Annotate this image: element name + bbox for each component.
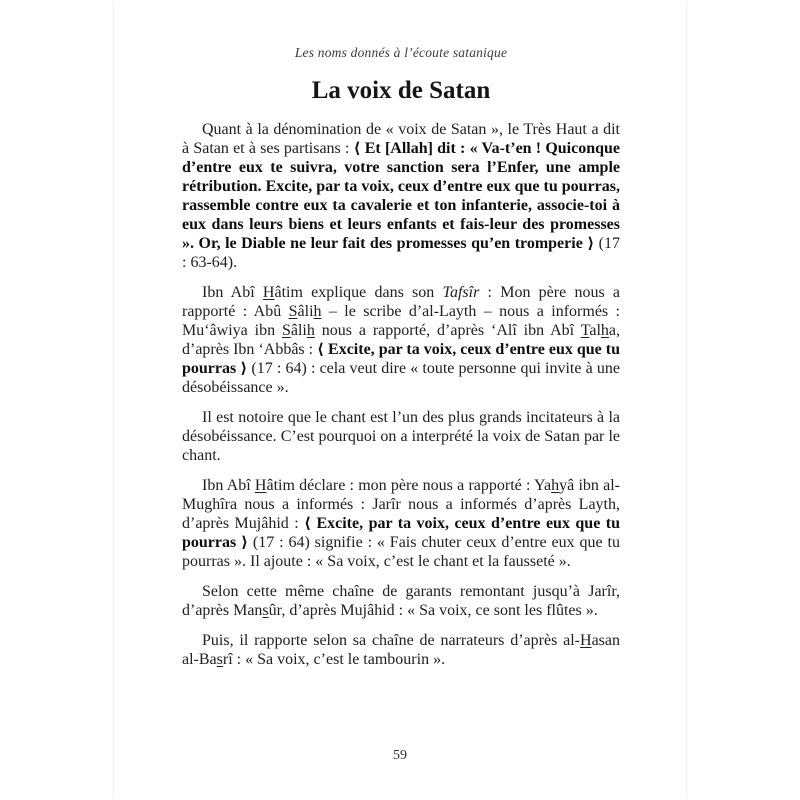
quran-bracket: ⟨	[304, 514, 311, 532]
text-segment: Puis, il rapporte selon sa chaîne de narrateurs d’après al-	[202, 632, 580, 649]
text-segment: Selon cette même chaîne de garants remontant jusqu’à Jarîr, d’après Man	[182, 583, 620, 619]
text-segment: s	[262, 602, 269, 619]
quran-bracket: ⟩	[587, 234, 595, 252]
text-segment: (17 : 63-64).	[182, 235, 620, 271]
text-segment: h	[551, 477, 560, 494]
text-segment: al	[589, 322, 601, 339]
book-page	[114, 0, 686, 800]
text-segment: S	[288, 303, 298, 320]
text-segment: H	[580, 632, 592, 649]
paragraph	[182, 476, 620, 571]
quran-bracket: ⟨	[353, 139, 361, 157]
running-header: Les noms donnés à l’écoute satanique	[294, 45, 508, 60]
text-segment: Tafsîr	[442, 284, 480, 301]
text-segment: – le scribe d’al-Layth – nous a informés : Mu‘âwiya ibn	[182, 303, 620, 339]
text-segment: rî : « Sa voix, c’est le tambourin ».	[222, 651, 446, 668]
paragraph	[182, 408, 620, 465]
body-text	[182, 120, 620, 669]
paragraph	[182, 283, 620, 397]
text-segment: Ibn Abî	[202, 477, 255, 494]
text-segment: ûr, d’après Mujâhid : « Sa voix, ce sont les flûtes ».	[268, 602, 598, 619]
quran-bracket: ⟨	[317, 340, 325, 358]
text-segment: a, d’après Ibn ‘Abbâs :	[182, 322, 621, 358]
text-segment: Il est notoire que le chant est l’un des plus grands incitateurs à la désobéissance. C’est pourquoi on a interprété la voix de Satan par le chant.	[182, 409, 620, 464]
text-segment: yâ ibn al-Mughîra nous a informés : Jarîr nous a informés d’après Layth, d’après Mujâhid :	[182, 477, 621, 532]
text-segment: : Mon père nous a rapporté : Abû	[182, 284, 620, 320]
text-segment: h	[600, 322, 609, 339]
text-segment: h	[313, 303, 322, 320]
text-segment: (17 : 64) signifie : « Fais chuter ceux d’entre eux que tu pourras ». Il ajoute : « Sa voix, c’est le chant et la fausseté ».	[182, 534, 620, 570]
text-segment: Et [Allah] dit : « Va-t’en ! Quiconque d’entre eux te suivra, votre sanction sera l’Enfer, une ample rétribution. Excite, par ta voix, ceux d’entre eux que tu pourras, rassemble contre eux ta cavalerie et ton infanterie, associe-toi à eux dans leurs biens et leurs enfants et fais-leur des promesses ». Or, le Diable ne leur fait des promesses qu’en tromperie	[182, 140, 621, 252]
text-segment: âli	[297, 303, 314, 320]
text-segment: âli	[290, 322, 307, 339]
text-segment: h	[306, 322, 315, 339]
paragraph	[182, 120, 620, 272]
text-segment: Quant à la dénomination de « voix de Satan », le Très Haut a dit à Satan et à ses partisans :	[182, 121, 620, 157]
text-segment: S	[281, 322, 291, 339]
quran-bracket: ⟩	[240, 359, 248, 377]
text-segment: Excite, par ta voix, ceux d’entre eux que tu pourras	[182, 341, 621, 377]
paragraph	[182, 582, 620, 620]
text-segment: H	[254, 477, 267, 494]
quran-bracket: ⟩	[241, 533, 248, 551]
text-segment: s	[216, 651, 223, 668]
text-segment: nous a rapporté, d’après ‘Alî ibn Abî	[314, 322, 581, 339]
text-segment: H	[262, 284, 275, 301]
text-segment: Excite, par ta voix, ceux d’entre eux que tu pourras	[182, 515, 621, 551]
text-segment: Ibn Abî	[202, 284, 263, 301]
text-segment: T	[580, 322, 590, 339]
paragraph	[182, 631, 620, 669]
text-segment: (17 : 64) : cela veut dire « toute personne qui invite à une désobéissance ».	[182, 360, 620, 396]
page-number: 59	[393, 748, 407, 763]
text-segment: âtim déclare : mon père nous a rapporté : Ya	[266, 477, 552, 494]
text-segment: asan al-Ba	[182, 632, 620, 668]
page-title: La voix de Satan	[311, 77, 491, 104]
text-segment: âtim explique dans son	[274, 284, 443, 301]
